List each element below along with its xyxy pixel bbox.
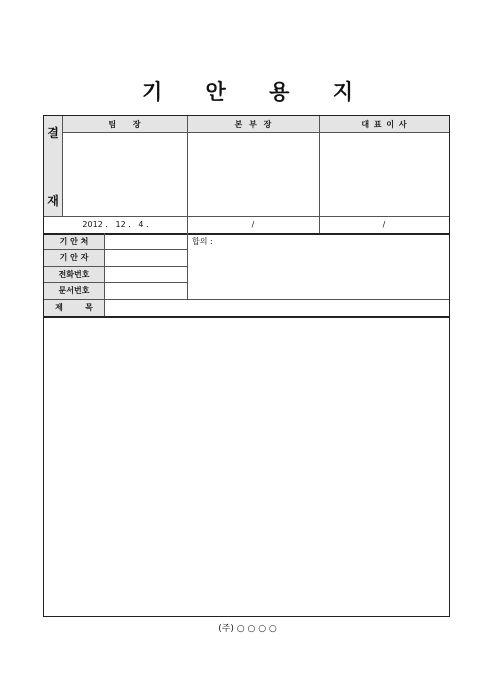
approval-date-1: 2012 . 12 . 4 . <box>82 220 149 229</box>
document-body[interactable] <box>44 317 449 616</box>
draft-dept-field[interactable] <box>104 233 187 249</box>
subject-label: 제 목 <box>55 303 93 312</box>
doc-number-label: 문서번호 <box>58 286 90 295</box>
subject-field[interactable] <box>104 299 449 316</box>
approval-sign-box-2[interactable] <box>187 132 319 216</box>
approval-col1-header: 팀 장 <box>108 119 141 129</box>
agreement-field[interactable] <box>187 233 449 299</box>
draft-form <box>43 115 450 617</box>
approval-sign-box-1[interactable] <box>62 132 187 216</box>
agreement-label: 합의 : <box>192 236 213 246</box>
approval-date-2: / <box>251 220 255 229</box>
company-footer: (주) ○ ○ ○ ○ <box>218 624 277 634</box>
approval-sign-box-3[interactable] <box>319 132 449 216</box>
phone-label: 전화번호 <box>58 269 90 279</box>
approval-side-label-bottom: 재 <box>47 193 59 208</box>
approval-col2-header: 본 부 장 <box>234 119 272 129</box>
draft-dept-label: 기 안 처 <box>59 236 89 246</box>
form-title: 기 안 용 지 <box>141 80 372 104</box>
approval-side-label-top: 결 <box>47 125 59 140</box>
drafter-field[interactable] <box>104 249 187 266</box>
doc-number-field[interactable] <box>104 282 187 299</box>
drafter-label: 기 안 자 <box>59 253 89 262</box>
approval-col3-header: 대 표 이 사 <box>361 119 407 129</box>
phone-field[interactable] <box>104 266 187 282</box>
approval-date-3: / <box>382 220 386 229</box>
